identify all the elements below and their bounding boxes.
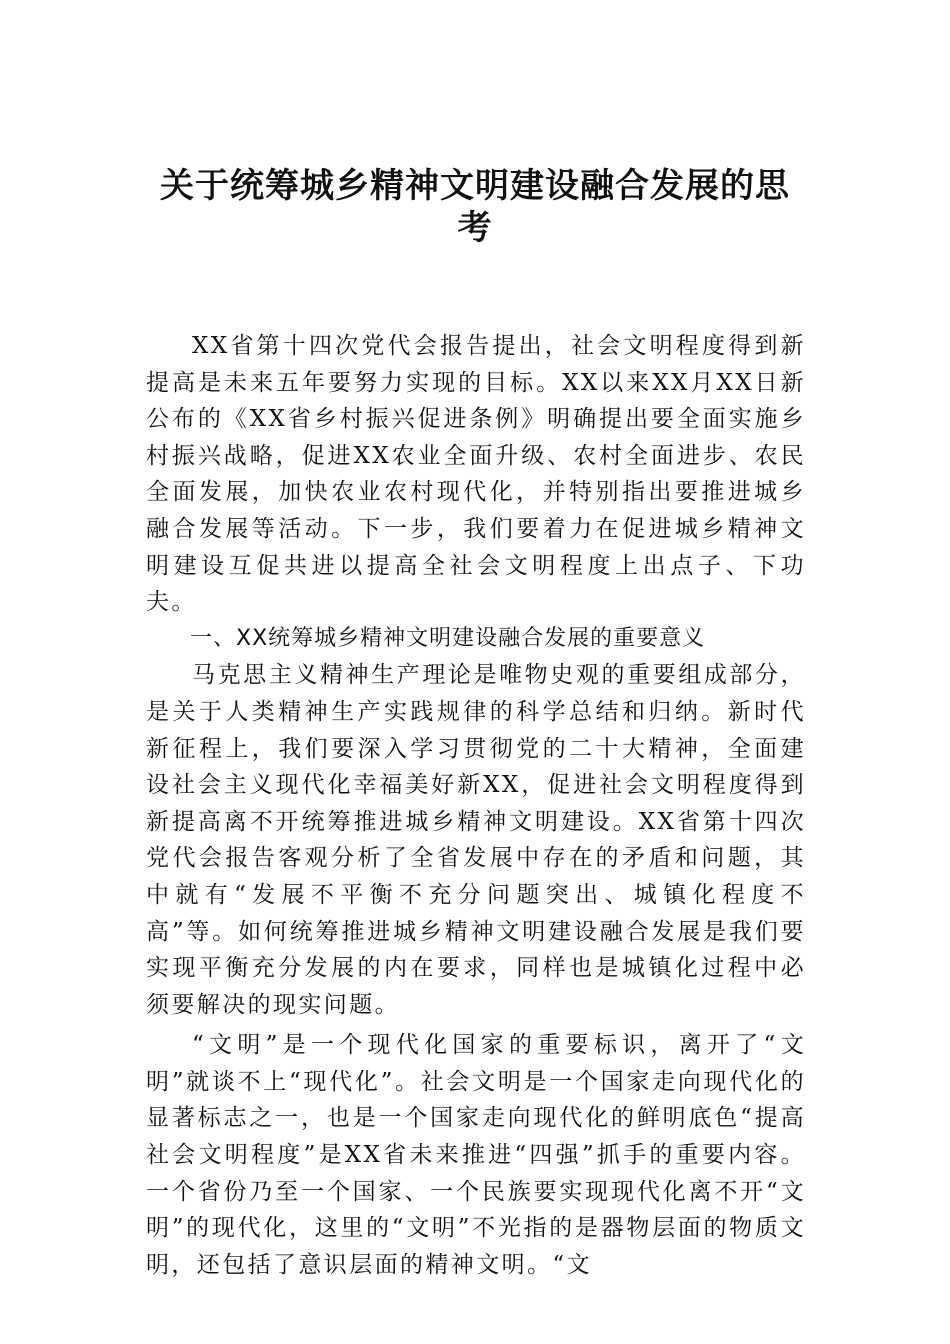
document-title-continued: 考 <box>457 208 493 248</box>
document-body <box>146 328 806 1283</box>
section-heading: 一、XX统筹城乡精神文明建设融合发展的重要意义 <box>190 625 706 651</box>
intro-paragraph: XX省第十四次党代会报告提出，社会文明程度得到新提高是未来五年要努力实现的目标。XX以来XX月XX日新公布的《XX省乡村振兴促进条例》明确提出要全面实施乡村振兴战略，促进XX农业全面升级、农村全面进步、农民全面发展，加快农业农村现代化，并特别指出要推进城乡融合发展等活动。下一步，我们要着力在促进城乡精神文明建设互促共进以提高全社会文明程度上出点子、下功夫。 <box>146 333 806 616</box>
section-paragraph: “文明”是一个现代化国家的重要标识，离开了“文明”就谈不上“现代化”。社会文明是一个国家走向现代化的显著标志之一，也是一个国家走向现代化的鲜明底色“提高社会文明程度”是XX省未来推进“四强”抓手的重要内容。一个省份乃至一个国家、一个民族要实现现代化离不开“文明”的现代化，这里的“文明”不光指的是器物层面的物质文明，还包括了意识层面的精神文明。“文 <box>146 1032 806 1278</box>
section-paragraph: 马克思主义精神生产理论是唯物史观的重要组成部分，是关于人类精神生产实践规律的科学总结和归纳。新时代新征程上，我们要深入学习贯彻党的二十大精神，全面建设社会主义现代化幸福美好新XX，促进社会文明程度得到新提高离不开统筹推进城乡精神文明建设。XX省第十四次党代会报告客观分析了全省发展中存在的矛盾和问题，其中就有“发展不平衡不充分问题突出、城镇化程度不高”等。如何统筹推进城乡精神文明建设融合发展是我们要实现平衡充分发展的内在要求，同样也是城镇化过程中必须要解决的现实问题。 <box>146 662 806 1018</box>
document-title: 关于统筹城乡精神文明建设融合发展的思 <box>160 166 790 206</box>
